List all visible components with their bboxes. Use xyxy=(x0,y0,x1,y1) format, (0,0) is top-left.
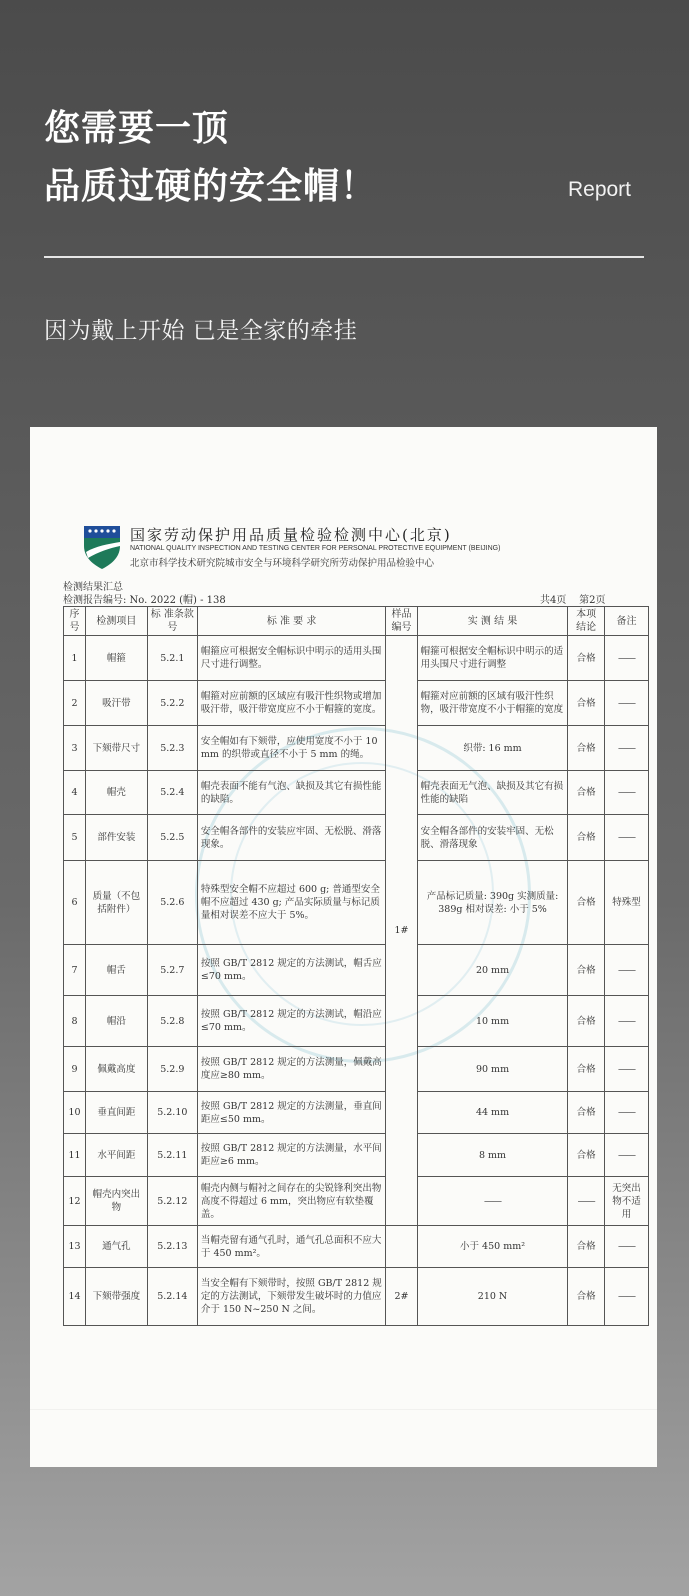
row-number: 13 xyxy=(64,1226,86,1268)
table-row xyxy=(64,1268,649,1326)
row-conclusion: 合格 xyxy=(568,1134,605,1177)
report-number: 检测报告编号: No. 2022 (帽) - 138 xyxy=(63,595,226,606)
row-note: —— xyxy=(604,945,648,996)
row-clause: 5.2.13 xyxy=(147,1226,197,1268)
org-name-cn: 国家劳动保护用品质量检验检测中心(北京) xyxy=(130,526,452,544)
row-clause: 5.2.1 xyxy=(147,636,197,681)
paper-fold xyxy=(30,1409,657,1410)
row-result: 20 mm xyxy=(417,945,568,996)
row-clause: 5.2.5 xyxy=(147,815,197,861)
row-conclusion: 合格 xyxy=(568,1226,605,1268)
table-row xyxy=(64,1092,649,1134)
row-requirement: 安全帽各部件的安装应牢固、无松脱、滑落现象。 xyxy=(197,815,385,861)
sample-number: 1# xyxy=(386,636,417,1226)
row-requirement: 帽壳内侧与帽衬之间存在的尖锐锋利突出物高度不得超过 6 mm，突出物应有软垫覆盖。 xyxy=(197,1177,385,1226)
row-clause: 5.2.11 xyxy=(147,1134,197,1177)
row-item: 帽壳 xyxy=(85,771,147,815)
row-result: 产品标记质量: 390g 实测质量: 389g 相对误差: 小于 5% xyxy=(417,861,568,945)
row-requirement: 当安全帽有下颏带时，按照 GB/T 2812 规定的方法测试，下颏带发生破坏时的力值应介于 150 N~250 N 之间。 xyxy=(197,1268,385,1326)
table-row xyxy=(64,996,649,1047)
row-number: 14 xyxy=(64,1268,86,1326)
row-result: 帽箍对应前额的区域有吸汗性织物，吸汗带宽度不小于帽箍的宽度 xyxy=(417,681,568,726)
row-conclusion: 合格 xyxy=(568,1047,605,1092)
page-count: 共4页 第2页 xyxy=(540,595,606,606)
row-item: 部件安装 xyxy=(85,815,147,861)
row-result: 小于 450 mm² xyxy=(417,1226,568,1268)
row-conclusion: 合格 xyxy=(568,1092,605,1134)
row-number: 7 xyxy=(64,945,86,996)
row-conclusion: 合格 xyxy=(568,945,605,996)
row-requirement: 帽箍应可根据安全帽标识中明示的适用头围尺寸进行调整。 xyxy=(197,636,385,681)
row-clause: 5.2.14 xyxy=(147,1268,197,1326)
header-cell: 样品编号 xyxy=(386,607,417,636)
row-conclusion: 合格 xyxy=(568,681,605,726)
row-requirement: 按照 GB/T 2812 规定的方法测量，佩戴高度应≥80 mm。 xyxy=(197,1047,385,1092)
row-requirement: 按照 GB/T 2812 规定的方法测量，水平间距应≥6 mm。 xyxy=(197,1134,385,1177)
row-note: 无突出物不适用 xyxy=(604,1177,648,1226)
row-item: 下颏带尺寸 xyxy=(85,726,147,771)
header-cell: 标 准条款号 xyxy=(147,607,197,636)
row-result: —— xyxy=(417,1177,568,1226)
divider xyxy=(44,256,644,258)
org-name-en: NATIONAL QUALITY INSPECTION AND TESTING CENTER FOR PERSONAL PROTECTIVE EQUIPMENT (BEIJING) xyxy=(130,545,501,552)
row-conclusion: 合格 xyxy=(568,861,605,945)
row-conclusion: 合格 xyxy=(568,815,605,861)
row-result: 帽箍可根据安全帽标识中明示的适用头围尺寸进行调整 xyxy=(417,636,568,681)
row-conclusion: 合格 xyxy=(568,726,605,771)
row-note: —— xyxy=(604,726,648,771)
headline-line-1: 您需要一顶 xyxy=(44,108,230,149)
row-requirement: 按照 GB/T 2812 规定的方法测试，帽沿应≤70 mm。 xyxy=(197,996,385,1047)
table-row xyxy=(64,1226,649,1268)
row-clause: 5.2.2 xyxy=(147,681,197,726)
row-item: 垂直间距 xyxy=(85,1092,147,1134)
row-note: 特殊型 xyxy=(604,861,648,945)
header-cell: 序号 xyxy=(64,607,86,636)
row-clause: 5.2.3 xyxy=(147,726,197,771)
row-result: 210 N xyxy=(417,1268,568,1326)
row-item: 吸汗带 xyxy=(85,681,147,726)
row-item: 通气孔 xyxy=(85,1226,147,1268)
row-item: 佩戴高度 xyxy=(85,1047,147,1092)
row-number: 1 xyxy=(64,636,86,681)
row-number: 3 xyxy=(64,726,86,771)
row-conclusion: 合格 xyxy=(568,996,605,1047)
row-result: 8 mm xyxy=(417,1134,568,1177)
table-row xyxy=(64,681,649,726)
row-requirement: 当帽壳留有通气孔时，通气孔总面积不应大于 450 mm²。 xyxy=(197,1226,385,1268)
row-conclusion: 合格 xyxy=(568,771,605,815)
row-item: 帽箍 xyxy=(85,636,147,681)
table-row xyxy=(64,1134,649,1177)
row-note: —— xyxy=(604,1226,648,1268)
row-result: 织带: 16 mm xyxy=(417,726,568,771)
row-clause: 5.2.12 xyxy=(147,1177,197,1226)
row-item: 帽舌 xyxy=(85,945,147,996)
table-row xyxy=(64,1047,649,1092)
row-item: 水平间距 xyxy=(85,1134,147,1177)
row-note: —— xyxy=(604,1134,648,1177)
row-note: —— xyxy=(604,1268,648,1326)
row-number: 10 xyxy=(64,1092,86,1134)
table-row xyxy=(64,726,649,771)
row-number: 5 xyxy=(64,815,86,861)
headline-line-2: 品质过硬的安全帽！ xyxy=(44,166,378,207)
table-row xyxy=(64,945,649,996)
row-result: 帽壳表面无气泡、缺损及其它有损性能的缺陷 xyxy=(417,771,568,815)
table-header-row xyxy=(64,607,649,636)
row-number: 2 xyxy=(64,681,86,726)
test-report-document xyxy=(30,427,657,1467)
summary-label: 检测结果汇总 xyxy=(63,582,123,593)
row-number: 8 xyxy=(64,996,86,1047)
row-note: —— xyxy=(604,1092,648,1134)
row-conclusion: 合格 xyxy=(568,636,605,681)
row-clause: 5.2.7 xyxy=(147,945,197,996)
row-requirement: 帽箍对应前额的区域应有吸汗性织物或增加吸汗带，吸汗带宽度应不小于帽箍的宽度。 xyxy=(197,681,385,726)
row-clause: 5.2.9 xyxy=(147,1047,197,1092)
table-row xyxy=(64,1177,649,1226)
row-conclusion: 合格 xyxy=(568,1268,605,1326)
row-note: —— xyxy=(604,636,648,681)
row-requirement: 帽壳表面不能有气泡、缺损及其它有损性能的缺陷。 xyxy=(197,771,385,815)
table-row xyxy=(64,636,649,681)
row-clause: 5.2.6 xyxy=(147,861,197,945)
row-requirement: 特殊型安全帽不应超过 600 g; 普通型安全帽不应超过 430 g; 产品实际质量与标记质量相对误差不应大于 5%。 xyxy=(197,861,385,945)
row-note: —— xyxy=(604,815,648,861)
row-requirement: 按照 GB/T 2812 规定的方法测试，帽舌应≤70 mm。 xyxy=(197,945,385,996)
row-number: 12 xyxy=(64,1177,86,1226)
row-item: 下颏带强度 xyxy=(85,1268,147,1326)
row-requirement: 安全帽如有下颏带，应使用宽度不小于 10 mm 的织带或直径不小于 5 mm 的绳。 xyxy=(197,726,385,771)
row-item: 质量（不包括附件） xyxy=(85,861,147,945)
row-item: 帽沿 xyxy=(85,996,147,1047)
row-number: 11 xyxy=(64,1134,86,1177)
header-cell: 标 准 要 求 xyxy=(197,607,385,636)
header-cell: 本项结论 xyxy=(568,607,605,636)
row-result: 90 mm xyxy=(417,1047,568,1092)
row-result: 44 mm xyxy=(417,1092,568,1134)
sample-number: 2# xyxy=(386,1268,417,1326)
row-number: 9 xyxy=(64,1047,86,1092)
row-note: —— xyxy=(604,771,648,815)
row-requirement: 按照 GB/T 2812 规定的方法测量，垂直间距应≤50 mm。 xyxy=(197,1092,385,1134)
row-sample xyxy=(386,1226,417,1268)
row-number: 4 xyxy=(64,771,86,815)
row-conclusion: —— xyxy=(568,1177,605,1226)
row-item: 帽壳内突出物 xyxy=(85,1177,147,1226)
results-table xyxy=(63,606,649,1326)
table-row xyxy=(64,815,649,861)
row-note: —— xyxy=(604,1047,648,1092)
row-clause: 5.2.4 xyxy=(147,771,197,815)
org-subtitle: 北京市科学技术研究院城市安全与环境科学研究所劳动保护用品检验中心 xyxy=(130,558,435,569)
row-note: —— xyxy=(604,996,648,1047)
headline xyxy=(44,100,377,216)
row-result: 安全帽各部件的安装牢固、无松脱、滑落现象 xyxy=(417,815,568,861)
row-clause: 5.2.10 xyxy=(147,1092,197,1134)
shield-star-logo-icon xyxy=(82,522,122,570)
header-cell: 实 测 结 果 xyxy=(417,607,568,636)
row-number: 6 xyxy=(64,861,86,945)
table-row xyxy=(64,861,649,945)
header-cell: 备注 xyxy=(604,607,648,636)
header-cell: 检测项目 xyxy=(85,607,147,636)
report-label: Report xyxy=(567,178,631,201)
row-note: —— xyxy=(604,681,648,726)
table-row xyxy=(64,771,649,815)
row-result: 10 mm xyxy=(417,996,568,1047)
subtitle: 因为戴上开始 已是全家的牵挂 xyxy=(44,318,358,344)
row-clause: 5.2.8 xyxy=(147,996,197,1047)
